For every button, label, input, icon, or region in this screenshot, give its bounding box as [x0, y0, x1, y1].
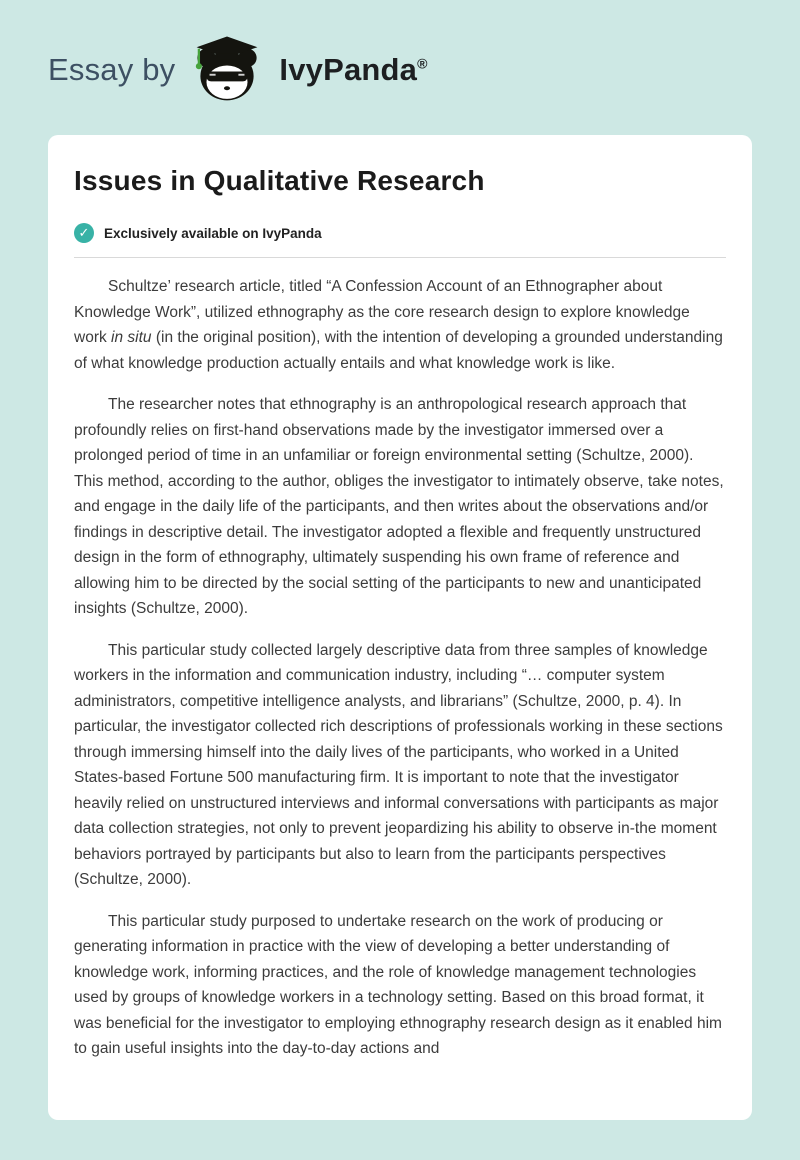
essay-paragraph-1 — [74, 274, 726, 376]
paragraph-1-text-start: Schultze’ research article, titled “A Confession Account of an Ethnographer about Knowledge Work”, utilized ethnography as the core research design to explore knowledge work — [74, 278, 690, 346]
ivypanda-panda-logo-icon — [189, 32, 265, 108]
divider — [74, 257, 726, 258]
site-header — [0, 0, 800, 135]
essay-card — [48, 135, 752, 1120]
essay-paragraph-4: This particular study purposed to undertake research on the work of producing or generating information in practice with the view of developing a better understanding of knowledge work, informing practices, and the role of knowledge management technologies used by groups of knowledge workers in a technology setting. Based on this broad format, it was beneficial for the investigator to employing ethnography research design as it enabled him to gain useful insights into the day-to-day actions and — [74, 912, 722, 1057]
paragraph-1-italic-term: in situ — [111, 329, 152, 346]
brand-wordmark — [279, 52, 427, 88]
brand-name: IvyPanda — [279, 51, 418, 87]
check-icon: ✓ — [74, 223, 94, 243]
essay-paragraph-2: The researcher notes that ethnography is an anthropological research approach that profoundly relies on first-hand observations made by the investigator immersed over a prolonged period of time in an unfamiliar or foreign environmental setting (Schultze, 2000). This method, according to the author, obliges the investigator to intimately observe, take notes, and engage in the daily life of the participants, and then writes about the observations and/or findings in descriptive detail. The investigator adopted a flexible and frequently unstructured design in the form of ethnography, ultimately suspending his own frame of reference and allowing him to be directed by the social setting of the participants to new and unanticipated insights (Schultze, 2000). — [74, 396, 724, 617]
availability-row — [74, 223, 726, 243]
availability-label: Exclusively available on IvyPanda — [104, 225, 322, 241]
essay-by-label: Essay by — [48, 51, 176, 87]
paragraph-1-text-end: (in the original position), with the intention of developing a grounded understanding of what knowledge production actually entails and what knowledge work is like. — [74, 329, 723, 372]
registered-trademark: ® — [417, 55, 428, 72]
page-title: Issues in Qualitative Research — [74, 165, 485, 196]
essay-paragraph-3: This particular study collected largely descriptive data from three samples of knowledge workers in the information and communication industry, including “… computer system administrators, competitive intelligence analysts, and librarians” (Schultze, 2000, p. 4). In particular, the investigator collected rich descriptions of professionals working in these sections through immersing himself into the daily lives of the participants, who worked in a United States-based Fortune 500 manufacturing firm. It is important to note that the investigator heavily relied on unstructured interviews and informal conversations with participants as major data collection strategies, not only to prevent jeopardizing his ability to observe in-the moment behaviors portrayed by participants but also to learn from the participants perspectives (Schultze, 2000). — [74, 641, 723, 888]
